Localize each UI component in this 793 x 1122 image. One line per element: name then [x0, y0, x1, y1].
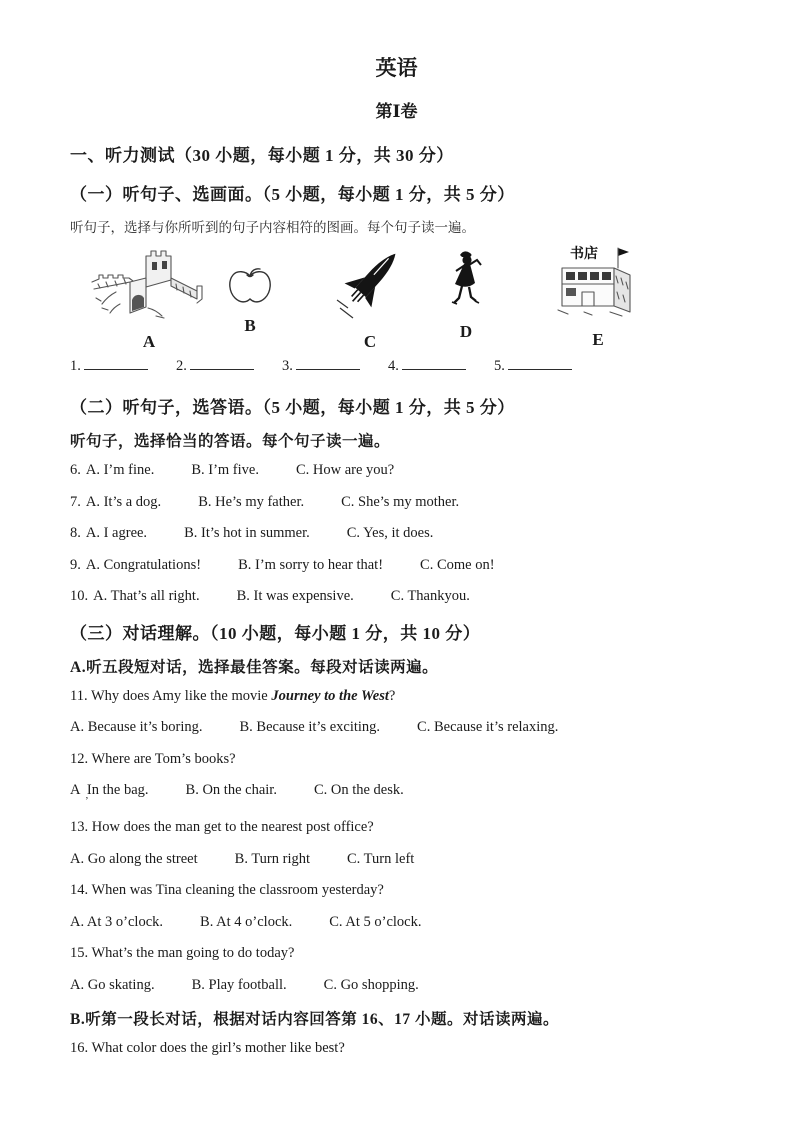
blank-underline — [508, 356, 572, 370]
question-6 — [70, 461, 723, 480]
page-title: 英语 — [375, 56, 418, 80]
apple-image — [224, 264, 276, 310]
question-13-options — [70, 850, 723, 869]
blank-number: 3. — [282, 358, 293, 374]
question-number: 9. — [70, 556, 81, 573]
page-subtitle: 第Ⅰ卷 — [375, 102, 418, 121]
movie-title: Journey to the West — [271, 687, 389, 704]
option-c: C. Go shopping. — [323, 976, 419, 993]
blank-underline — [296, 356, 360, 370]
part3-section-a-heading: A.听五段短对话，选择最佳答案。每段对话读两遍。 — [70, 658, 439, 676]
picture-option-b — [212, 242, 288, 336]
dancing-girl-image — [445, 250, 487, 316]
blank-number: 4. — [388, 358, 399, 374]
option-a: A. At 3 o’clock. — [70, 913, 164, 930]
option-c: C. At 5 o’clock. — [329, 913, 422, 930]
question-text: 13. How does the man get to the nearest post office? — [70, 819, 374, 835]
picture-options-row — [70, 242, 723, 351]
blank-number: 5. — [494, 358, 505, 374]
picture-label-a: A — [142, 332, 156, 351]
question-15 — [70, 944, 723, 963]
option-a: A. That’s all right. — [93, 588, 200, 604]
question-text: 12. Where are Tom’s books? — [70, 750, 236, 767]
option-b: B. I’m five. — [191, 462, 259, 478]
option-a: A. It’s a dog. — [85, 493, 162, 510]
question-number: 6. — [70, 462, 81, 478]
part2-heading: （二）听句子，选答语。（5 小题，每小题 1 分，共 5 分） — [70, 398, 515, 417]
question-12 — [70, 750, 723, 769]
option-b: B. He’s my father. — [198, 493, 305, 510]
blank-4 — [388, 356, 494, 375]
answer-blanks-row — [70, 356, 723, 375]
question-text-suffix: ? — [388, 687, 396, 704]
question-16 — [70, 1039, 723, 1058]
part3-section-b-heading: B.听第一段长对话，根据对话内容回答第 16、17 小题。对话读两遍。 — [70, 1011, 559, 1028]
option-b: B. On the chair. — [185, 782, 277, 798]
option-b: B. Play football. — [191, 976, 287, 993]
picture-label-b: B — [244, 316, 256, 335]
blank-1 — [70, 356, 176, 375]
great-wall-image — [86, 242, 212, 326]
option-c: C. Because it’s relaxing. — [417, 719, 559, 735]
option-c: C. Turn left — [347, 850, 415, 867]
question-number: 10. — [70, 588, 89, 604]
option-c: C. On the desk. — [313, 782, 404, 798]
option-a: A. Go along the street — [70, 850, 198, 867]
blank-underline — [190, 356, 254, 370]
bookstore-sign-text: 书店 — [570, 247, 598, 262]
blank-2 — [176, 356, 282, 375]
blank-underline — [84, 356, 148, 370]
option-a: A. I agree. — [85, 525, 148, 541]
picture-label-d: D — [459, 322, 473, 341]
option-a: A. I’m fine. — [85, 462, 155, 478]
question-7 — [70, 493, 723, 512]
part3-heading: （三）对话理解。（10 小题，每小题 1 分，共 10 分） — [70, 623, 481, 643]
option-b: B. It was expensive. — [236, 588, 354, 604]
question-14 — [70, 881, 723, 900]
bookstore-image — [554, 242, 642, 324]
option-a: A. Congratulations! — [85, 556, 202, 573]
picture-option-e — [552, 242, 644, 350]
question-number: 7. — [70, 493, 81, 510]
question-15-options — [70, 976, 723, 995]
blank-3 — [282, 356, 388, 375]
option-c: C. She’s my mother. — [341, 493, 460, 510]
option-c: C. Come on! — [420, 556, 495, 573]
part1-instruction: 听句子，选择与你所听到的句子内容相符的图画。每个句子读一遍。 — [70, 220, 475, 235]
stray-mark: ’ — [85, 795, 89, 807]
question-14-options — [70, 913, 723, 932]
option-c: C. Thankyou. — [390, 588, 470, 604]
picture-label-c: C — [363, 332, 377, 351]
blank-5 — [494, 356, 600, 375]
option-a: A. Because it’s boring. — [70, 719, 203, 735]
option-a: A. Go skating. — [70, 976, 155, 993]
section-listening-header: 一、听力测试（30 小题，每小题 1 分，共 30 分） — [70, 146, 454, 165]
option-b: B. It’s hot in summer. — [184, 525, 310, 541]
question-number: 8. — [70, 525, 81, 541]
picture-option-c — [330, 242, 410, 352]
question-8 — [70, 524, 723, 543]
question-11 — [70, 687, 723, 706]
picture-option-d — [432, 242, 500, 342]
option-b: B. I’m sorry to hear that! — [238, 556, 384, 573]
part2-instruction: 听句子，选择恰当的答语。每个句子读一遍。 — [70, 433, 391, 450]
option-c: C. How are you? — [295, 462, 395, 478]
rocket-image — [332, 242, 408, 326]
question-text: 11. Why does Amy like the movie — [70, 687, 272, 704]
blank-number: 2. — [176, 358, 187, 374]
question-13 — [70, 818, 723, 837]
question-10 — [70, 587, 723, 606]
part1-heading: （一）听句子、选画面。（5 小题，每小题 1 分，共 5 分） — [70, 185, 515, 204]
blank-number: 1. — [70, 358, 81, 374]
option-c: C. Yes, it does. — [346, 525, 434, 541]
option-a: A In the bag. — [70, 782, 149, 798]
question-9 — [70, 556, 723, 575]
option-b: B. Turn right — [234, 850, 311, 867]
question-text: 14. When was Tina cleaning the classroom yesterday? — [70, 882, 384, 898]
blank-underline — [402, 356, 466, 370]
picture-label-e: E — [592, 330, 604, 349]
question-text: 16. What color does the girl’s mother like best? — [70, 1040, 345, 1056]
question-text: 15. What’s the man going to do today? — [70, 945, 295, 961]
picture-option-a — [84, 242, 214, 352]
option-b: B. Because it’s exciting. — [239, 719, 381, 735]
option-b: B. At 4 o’clock. — [200, 913, 293, 930]
question-11-options — [70, 718, 723, 737]
